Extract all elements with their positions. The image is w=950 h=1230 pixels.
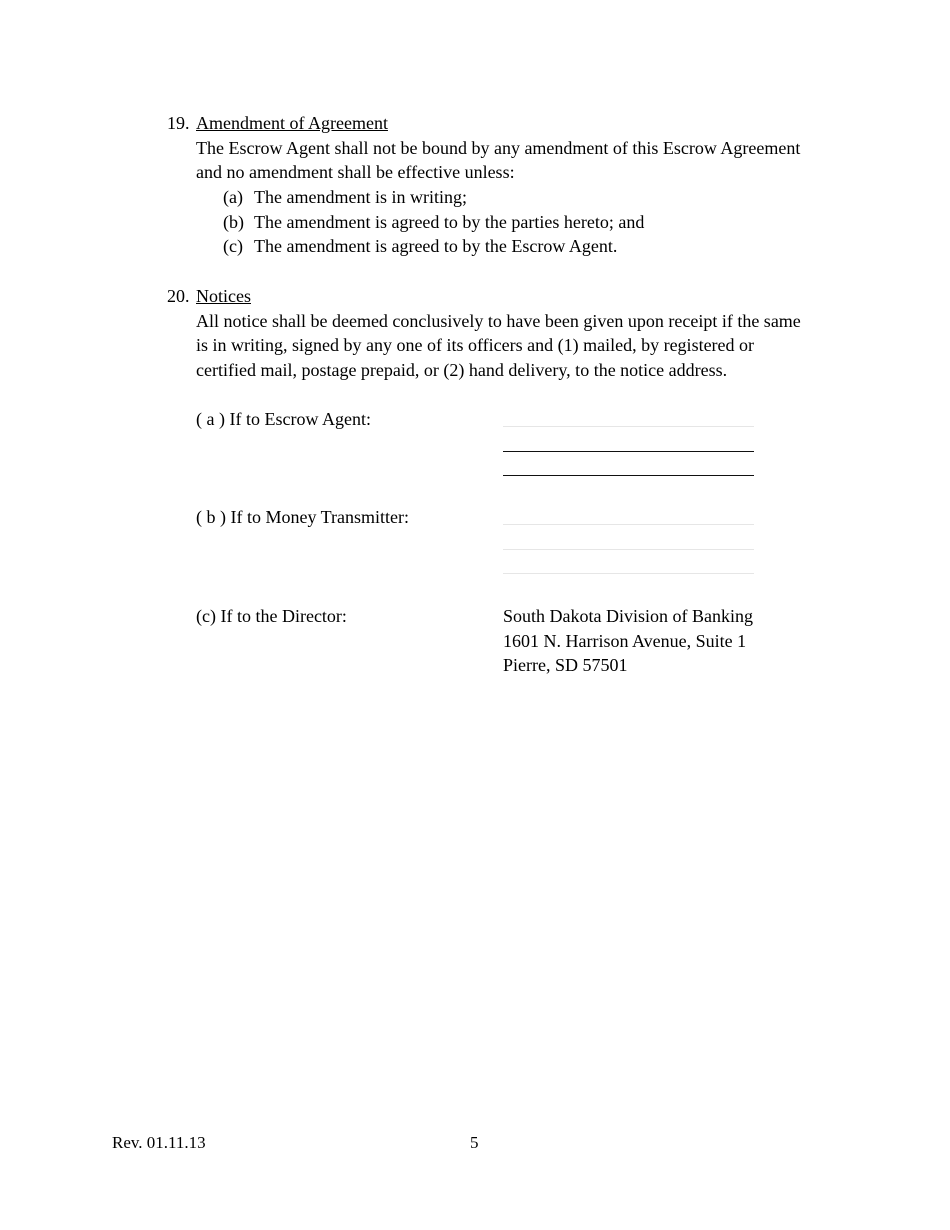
director-address-line-2: 1601 N. Harrison Avenue, Suite 1 xyxy=(503,631,747,651)
list-item-marker: (c) xyxy=(223,236,243,256)
section-20-body-line-2: is in writing, signed by any one of its officers and (1) mailed, by registered or xyxy=(196,335,755,355)
page-number: 5 xyxy=(470,1133,479,1152)
footer-revision: Rev. 01.11.13 xyxy=(112,1133,206,1152)
escrow-agent-address-line-3[interactable] xyxy=(503,475,754,476)
director-address-line-1: South Dakota Division of Banking xyxy=(503,606,753,626)
list-item: The amendment is agreed to by the Escrow Agent. xyxy=(254,236,618,256)
director-address-line-3: Pierre, SD 57501 xyxy=(503,655,628,675)
money-transmitter-address-line-1[interactable] xyxy=(503,524,754,525)
list-item-marker: (b) xyxy=(223,212,244,232)
list-item: The amendment is in writing; xyxy=(254,187,467,207)
section-20-number: 20. xyxy=(167,286,190,306)
notice-b-label: ( b ) If to Money Transmitter: xyxy=(196,507,409,527)
section-20-heading: Notices xyxy=(196,286,251,306)
section-20-body-line-1: All notice shall be deemed conclusively to have been given upon receipt if the same xyxy=(196,311,801,331)
section-19-body-line-1: The Escrow Agent shall not be bound by any amendment of this Escrow Agreement xyxy=(196,138,801,158)
list-item-marker: (a) xyxy=(223,187,243,207)
money-transmitter-address-line-3[interactable] xyxy=(503,573,754,574)
escrow-agent-address-line-2[interactable] xyxy=(503,451,754,452)
section-19-number: 19. xyxy=(167,113,190,133)
notice-c-label: (c) If to the Director: xyxy=(196,606,347,626)
list-item: The amendment is agreed to by the parties hereto; and xyxy=(254,212,645,232)
notice-a-label: ( a ) If to Escrow Agent: xyxy=(196,409,371,429)
section-19-body-line-2: and no amendment shall be effective unless: xyxy=(196,162,515,182)
section-20-body-line-3: certified mail, postage prepaid, or (2) hand delivery, to the notice address. xyxy=(196,360,728,380)
section-19-heading: Amendment of Agreement xyxy=(196,113,388,133)
money-transmitter-address-line-2[interactable] xyxy=(503,549,754,550)
escrow-agent-address-line-1[interactable] xyxy=(503,426,754,427)
